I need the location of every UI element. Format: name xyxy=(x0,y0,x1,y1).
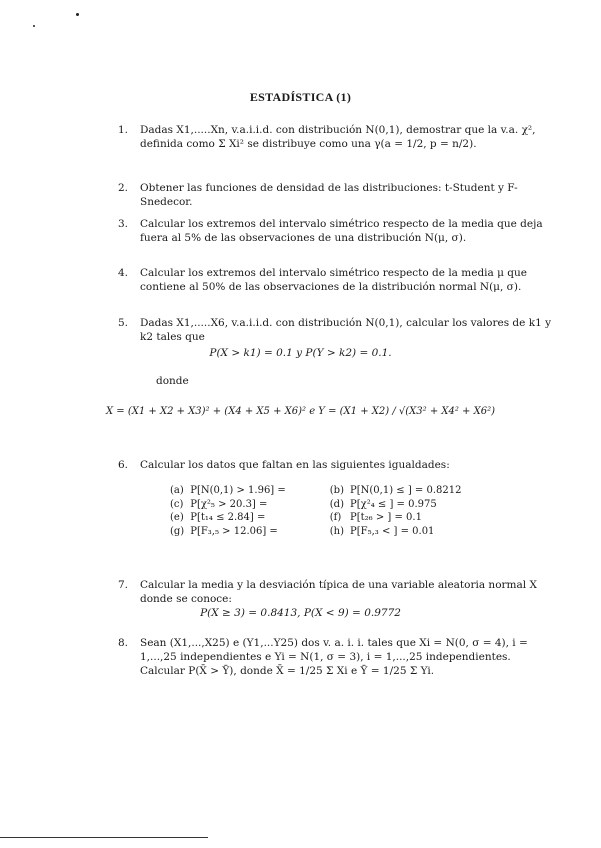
problem-4-text: Calcular los extremos del intervalo simétrico respecto de la media μ que contiene al 50% de las observaciones de la distribución normal N(μ, σ). xyxy=(140,267,527,293)
problem-7-text: Calcular la media y la desviación típica de una variable aleatoria normal X donde se conoce: xyxy=(140,579,537,605)
equation-5b: X = (X1 + X2 + X3)² + (X4 + X5 + X6)² e Y = (X1 + X2) / √(X3² + X4² + X6²) xyxy=(105,406,495,417)
problem-6-text: Calcular los datos que faltan en las siguientes igualdades: xyxy=(140,459,450,471)
problem-6: 6. Calcular los datos que faltan en las siguientes igualdades: xyxy=(118,459,450,471)
problem-1: 1. Dadas X1,.....Xn, v.a.i.i.d. con distribución N(0,1), demostrar que la v.a. χ², definida como Σ Xi² se distribuye como una γ(a = 1/2, p = n/2). xyxy=(118,124,536,150)
equalities-table xyxy=(170,484,467,538)
problem-8-text: Sean (X1,...,X25) e (Y1,...Y25) dos v. a. i. i. tales que Xi = N(0, σ = 4), i = 1,...,25 independientes e Yi = N(1, σ = 3), i = 1,...,25 independientes. Calcular P(X̄ > Ȳ), donde X̄ = 1/25 Σ Xi e Ȳ = 1/25 Σ Yi. xyxy=(140,637,528,677)
problem-7: 7. Calcular la media y la desviación típica de una variable aleatoria normal X donde se conoce: xyxy=(118,579,537,605)
footnote-rule xyxy=(0,837,208,838)
problem-3: 3. Calcular los extremos del intervalo simétrico respecto de la media que deja fuera al 5% de las observaciones de una distribución N(μ, σ). xyxy=(118,218,543,244)
page-title: ESTADÍSTICA (1) xyxy=(249,90,352,104)
problem-8: 8. Sean (X1,...,X25) e (Y1,...Y25) dos v. a. i. i. tales que Xi = N(0, σ = 4), i = 1,...,25 independientes e Yi = N(1, σ = 3), i = 1,...,25 independientes. Calcular P(X̄ > Ȳ), donde X̄ = 1/25 Σ Xi e Ȳ = 1/25 Σ Yi. xyxy=(118,637,528,677)
equality-row: (e) P[t₁₄ ≤ 2.84] = (f) P[t₂₆ > ] = 0.1 xyxy=(170,512,422,523)
scan-speck xyxy=(76,13,79,16)
problem-1-text: Dadas X1,.....Xn, v.a.i.i.d. con distribución N(0,1), demostrar que la v.a. χ², definida como Σ Xi² se distribuye como una γ(a = 1/2, p = n/2). xyxy=(140,124,536,150)
equality-row: (g) P[F₃,₅ > 12.06] = (h) P[F₅,₃ < ] = 0.01 xyxy=(170,525,435,537)
equality-row: (a) P[N(0,1) > 1.96] = (b) P[N(0,1) ≤ ] = 0.8212 xyxy=(170,485,462,496)
equation-5a: P(X > k1) = 0.1 y P(Y > k2) = 0.1. xyxy=(209,347,392,359)
equation-7: P(X ≥ 3) = 0.8413, P(X < 9) = 0.9772 xyxy=(200,607,401,619)
donde-label: donde xyxy=(156,375,189,387)
scan-speck xyxy=(33,25,35,27)
problem-5: 5. Dadas X1,.....X6, v.a.i.i.d. con distribución N(0,1), calcular los valores de k1 y k2 tales que xyxy=(118,317,552,343)
problem-2: 2. Obtener las funciones de densidad de las distribuciones: t-Student y F-Snedecor. xyxy=(118,182,518,208)
equality-row: (c) P[χ²₅ > 20.3] = (d) P[χ²₄ ≤ ] = 0.975 xyxy=(170,498,437,510)
problem-3-text: Calcular los extremos del intervalo simétrico respecto de la media que deja fuera al 5% de las observaciones de una distribución N(μ, σ). xyxy=(140,218,543,244)
problem-2-text: Obtener las funciones de densidad de las distribuciones: t-Student y F-Snedecor. xyxy=(140,182,518,208)
problem-4: 4. Calcular los extremos del intervalo simétrico respecto de la media μ que contiene al 50% de las observaciones de la distribución normal N(μ, σ). xyxy=(118,267,527,293)
problem-5-text: Dadas X1,.....X6, v.a.i.i.d. con distribución N(0,1), calcular los valores de k1 y k2 tales que xyxy=(140,317,552,343)
